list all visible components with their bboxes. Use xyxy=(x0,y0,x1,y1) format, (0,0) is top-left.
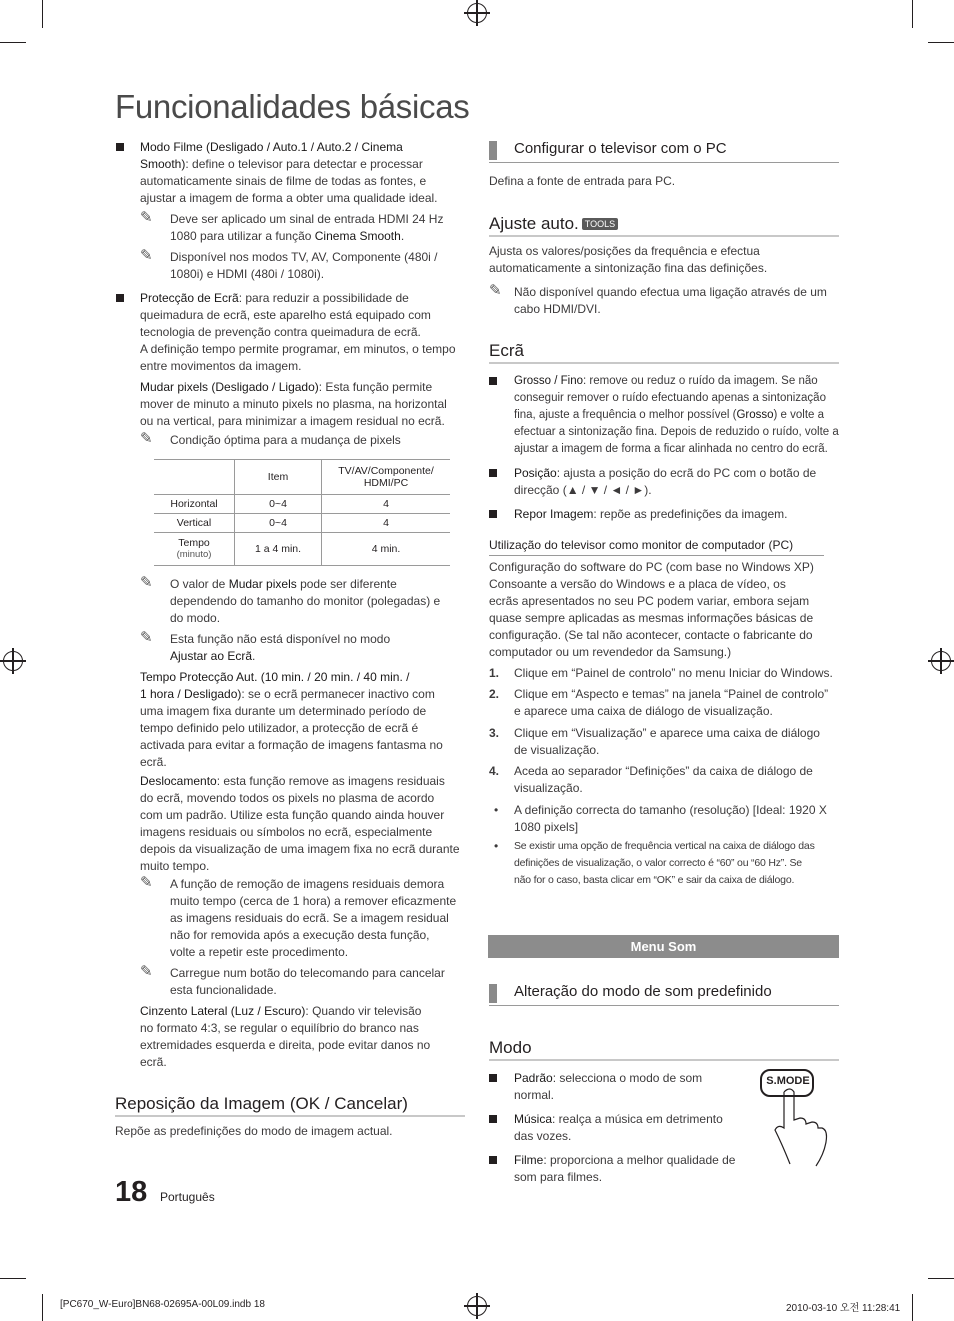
pixel-shift-table xyxy=(154,460,450,566)
tools-badge-icon: TOOLS xyxy=(582,218,618,230)
note-pencil-icon: ✎ xyxy=(140,209,153,226)
registration-mark-icon xyxy=(467,3,487,23)
page-number: 18 xyxy=(115,1176,148,1208)
menu-som-banner: Menu Som xyxy=(488,935,839,958)
list-item: Música: realça a música em detrimento das vozes. xyxy=(514,1112,723,1143)
note-pencil-icon: ✎ xyxy=(140,629,153,646)
table-row: Horizontal 0~4 4 xyxy=(154,494,450,513)
step-text: Aceda ao separador “Definições” da caixa de diálogo de visualização. xyxy=(514,764,813,795)
paragraph-modo-filme: Modo Filme (Desligado / Auto.1 / Auto.2 / Cinema Smooth): define o televisor para detectar e processar automaticamente sinais de filme de todas as fontes, e ajustar a imagem de forma a obter uma qualidade ideal. xyxy=(140,140,438,205)
section-title-ajuste-auto: Ajuste auto. TOOLS xyxy=(489,214,618,234)
paragraph-reposicao: Repõe as predefinições do modo de imagem actual. xyxy=(115,1124,393,1138)
section-divider xyxy=(489,1005,839,1006)
paragraph-deslocamento: Deslocamento: esta função remove as imagens residuais do ecrã, movendo todos os pixels no plasma de acordo com um padrão. Utilize esta função quando ainda houver imagens residuais ou símbolos no ecrã, especialmente depois da visualização de uma imagem fixa no ecrã durante muito tempo. xyxy=(140,774,460,873)
crop-mark xyxy=(0,42,26,43)
note-pencil-icon: ✎ xyxy=(140,430,153,447)
paragraph-tempo-proteccao: Tempo Protecção Aut. (10 min. / 20 min. / 40 min. / 1 hora / Desligado): se o ecrã permanecer inactivo com uma imagem fixa durante um determinado período de tempo definido pelo utilizador, a protecção de ecrã é activada para evitar a formação de imagens fantasma no ecrã. xyxy=(140,670,443,769)
paragraph-configurar-pc: Defina a fonte de entrada para PC. xyxy=(489,174,676,188)
section-title-configurar-pc: Configurar o televisor com o PC xyxy=(514,140,727,157)
bullet-icon xyxy=(116,294,124,302)
section-divider xyxy=(489,235,839,237)
step-text: Clique em “Painel de controlo” no menu Iniciar do Windows. xyxy=(514,666,833,680)
paragraph-proteccao: Protecção de Ecrã: para reduzir a possibilidade de queimadura de ecrã, este aparelho está equipado com tecnologia de prevenção contra queimadura de ecrã. A definição tempo permite programar, em minutos, o tempo entre movimentos da imagem. xyxy=(140,291,456,373)
section-title-modo: Modo xyxy=(489,1038,532,1057)
paragraph-mudar-pixels: Mudar pixels (Desligado / Ligado): Esta função permite mover de minuto a minuto pixels no plasma, na horizontal ou na vertical, para minimizar a imagem residual no ecrã. xyxy=(140,380,447,428)
note-pencil-icon: ✎ xyxy=(489,282,502,299)
language-label: Português xyxy=(160,1190,215,1204)
note-text: Deve ser aplicado um sinal de entrada HDMI 24 Hz 1080 para utilizar a função Cinema Smooth. xyxy=(170,212,444,243)
registration-mark-icon xyxy=(931,651,951,671)
bullet-icon xyxy=(489,469,497,477)
note-pencil-icon: ✎ xyxy=(140,963,153,980)
step-number: 1. xyxy=(489,666,500,680)
paragraph-grosso-fino: Grosso / Fino: remove ou reduz o ruído da imagem. Se não conseguir remover o ruído efectuando apenas a sintonização fina, ajuste a frequência o melhor possível (Grosso) e volte a efectuar a sintonização fina. Depois de reduzido o ruído, volte a ajustar a imagem de forma a ficar alinhada no centro do ecrã. xyxy=(514,375,839,455)
crop-mark xyxy=(42,1294,43,1321)
step-text: Clique em “Aspecto e temas” na janela “Painel de controlo” e aparece uma caixa de diálogo de visualização. xyxy=(514,687,829,718)
list-item: Padrão: selecciona o modo de som normal. xyxy=(514,1071,703,1102)
registration-mark-icon xyxy=(467,1296,487,1316)
note-pencil-icon: ✎ xyxy=(140,247,153,264)
note-text: Condição óptima para a mudança de pixels xyxy=(170,433,401,447)
bullet-icon xyxy=(489,377,497,385)
bullet-icon xyxy=(489,1074,497,1082)
crop-mark xyxy=(0,1278,26,1279)
registration-mark-icon xyxy=(3,651,23,671)
bullet-icon xyxy=(489,1156,497,1164)
section-title-alteracao-som: Alteração do modo de som predefinido xyxy=(514,983,772,1000)
note-text: Não disponível quando efectua uma ligação através de um cabo HDMI/DVI. xyxy=(514,285,827,316)
section-divider xyxy=(489,162,839,163)
table-row: Tempo (minuto) 1 a 4 min. 4 min. xyxy=(154,532,450,565)
print-date: 2010-03-10 오전 11:28:41 xyxy=(786,1303,901,1314)
dot-bullet-icon: • xyxy=(494,803,499,817)
table-header-cell xyxy=(154,460,235,494)
bullet-icon xyxy=(116,143,124,151)
note-text: Esta função não está disponível no modo Ajustar ao Ecrã. xyxy=(170,632,391,663)
file-name: [PC670_W-Euro]BN68-02695A-00L09.indb 18 xyxy=(60,1299,265,1310)
bullet-icon xyxy=(489,510,497,518)
dot-bullet-icon: • xyxy=(494,839,499,853)
crop-mark xyxy=(42,0,43,28)
list-item: Filme: proporciona a melhor qualidade de som para filmes. xyxy=(514,1153,736,1184)
section-title-reposicao: Reposição da Imagem (OK / Cancelar) xyxy=(115,1094,408,1113)
section-divider xyxy=(489,362,839,364)
paragraph-monitor-pc: Configuração do software do PC (com base no Windows XP) Consoante a versão do Windows e a placa de vídeo, os ecrãs apresentados no seu PC podem variar, embora sejam quase sempre aplicadas as mesmas informações básicas de configuração. (Se tal não acontecer, contacte o fabricante do computador ou um revendedor da Samsung.) xyxy=(489,560,814,659)
crop-mark xyxy=(928,42,954,43)
note-text: A função de remoção de imagens residuais demora muito tempo (cerca de 1 hora) a remover eficazmente as imagens residuais do ecrã. Se a imagem residual não for removida após a execução desta função, volte a repetir este procedimento. xyxy=(170,877,457,959)
remote-smode-button-icon: S.MODE xyxy=(760,1068,830,1168)
crop-mark xyxy=(912,1294,913,1321)
section-divider xyxy=(489,1059,839,1061)
section-bar-icon xyxy=(489,141,497,160)
table-row: Vertical 0~4 4 xyxy=(154,513,450,532)
list-item: Se existir uma opção de frequência vertical na caixa de diálogo das definições de visualização, o valor correcto é “60” ou “60 Hz”. Se não for o caso, basta clicar em “OK” e sair da caixa de diálogo. xyxy=(514,840,815,886)
step-text: Clique em “Visualização” e aparece uma caixa de diálogo de visualização. xyxy=(514,726,820,757)
crop-mark xyxy=(928,1278,954,1279)
step-number: 3. xyxy=(489,726,500,740)
bullet-icon xyxy=(489,1115,497,1123)
note-text: O valor de Mudar pixels pode ser diferente dependendo do tamanho do monitor (polegadas) e do modo. xyxy=(170,577,441,625)
paragraph-ajuste-auto: Ajusta os valores/posições da frequência e efectua automaticamente a sintonização fina das definições. xyxy=(489,244,768,275)
section-title-ecra: Ecrã xyxy=(489,341,524,360)
paragraph-posicao: Posição: ajusta a posição do ecrã do PC com o botão de direcção (▲ / ▼ / ◄ / ►). xyxy=(514,466,817,497)
note-text: Disponível nos modos TV, AV, Componente (480i / 1080i) e HDMI (480i / 1080i). xyxy=(170,250,438,281)
note-pencil-icon: ✎ xyxy=(140,874,153,891)
step-number: 2. xyxy=(489,687,500,701)
note-text: Carregue num botão do telecomando para cancelar esta funcionalidade. xyxy=(170,966,445,997)
page-title: Funcionalidades básicas xyxy=(115,88,470,125)
crop-mark xyxy=(912,0,913,28)
section-bar-icon xyxy=(489,984,497,1003)
table-header-cell: Item xyxy=(235,460,322,494)
paragraph-repor-imagem: Repor Imagem: repõe as predefinições da imagem. xyxy=(514,507,788,521)
subsection-title-monitor-pc: Utilização do televisor como monitor de computador (PC) xyxy=(489,538,794,552)
table-header-row xyxy=(154,460,450,494)
section-divider xyxy=(115,1115,465,1117)
paragraph-cinzento-lateral: Cinzento Lateral (Luz / Escuro): Quando vir televisão no formato 4:3, se regular o equilíbrio do branco nas extremidades esquerda e direita, pode evitar danos no ecrã. xyxy=(140,1004,431,1069)
list-item: A definição correcta do tamanho (resolução) [Ideal: 1920 X 1080 pixels] xyxy=(514,803,827,834)
section-divider xyxy=(489,555,824,556)
table-header-cell: TV/AV/Componente/ HDMI/PC xyxy=(322,460,451,494)
note-pencil-icon: ✎ xyxy=(140,574,153,591)
step-number: 4. xyxy=(489,764,500,778)
